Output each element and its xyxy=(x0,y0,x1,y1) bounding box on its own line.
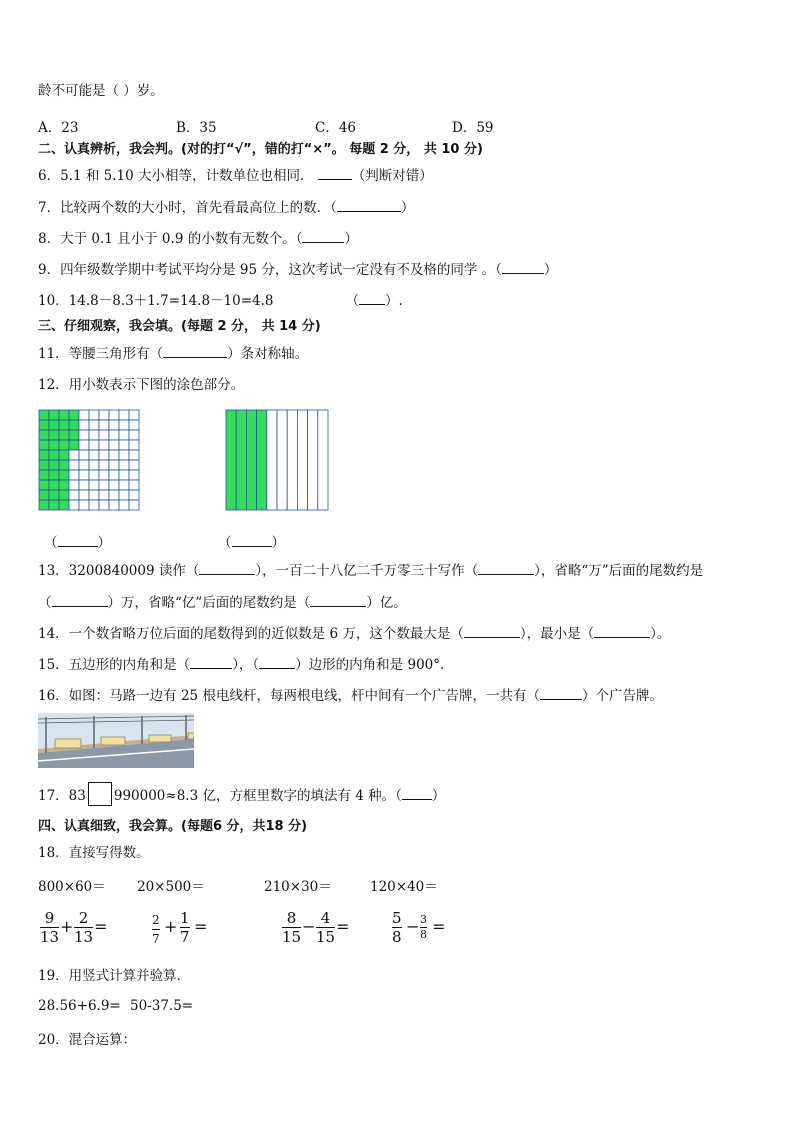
fraction: 9 13 xyxy=(40,909,60,946)
grid-cell xyxy=(109,410,119,420)
grid-cell xyxy=(99,440,109,450)
fraction: 2 7 xyxy=(152,913,160,946)
option-c: C．46 xyxy=(315,120,357,136)
grid-cell xyxy=(99,410,109,420)
grid-cell xyxy=(69,430,79,440)
grid-cell xyxy=(99,420,109,430)
grid-cell xyxy=(49,410,59,420)
answer-blank-grid-b: （ ） xyxy=(218,535,285,551)
grid-cell xyxy=(79,470,89,480)
fraction: 3 8 xyxy=(420,913,427,941)
grid-cell xyxy=(89,460,99,470)
strip-cell xyxy=(236,410,246,510)
operator: − xyxy=(406,917,420,936)
grid-cell xyxy=(119,460,129,470)
strip-cell xyxy=(277,410,287,510)
grid-cell xyxy=(59,440,69,450)
grid-cell xyxy=(69,450,79,460)
question-tail: 龄不可能是（ ）岁。 xyxy=(38,83,164,99)
grid-cell xyxy=(129,500,139,510)
grid-cell xyxy=(39,430,49,440)
strip-cell xyxy=(226,410,236,510)
section-4-title: 四、认真细致，我会算。(每题6 分，共18 分) xyxy=(38,819,308,834)
grid-cell xyxy=(119,470,129,480)
grid-cell xyxy=(49,420,59,430)
equals-sign: = xyxy=(194,917,208,936)
grid-cell xyxy=(69,500,79,510)
grid-cell xyxy=(109,490,119,500)
strip-cell xyxy=(246,410,256,510)
grid-cell xyxy=(119,450,129,460)
grid-cell xyxy=(119,480,129,490)
question-19: 19．用竖式计算并验算． xyxy=(38,968,191,984)
equals-sign: = xyxy=(432,917,446,936)
grid-cell xyxy=(59,450,69,460)
question-16: 16．如图：马路一边有 25 根电线杆，每两根电线，杆中间有一个广告牌，一共有（ ）个广告牌。 xyxy=(38,688,663,704)
calc-item: 800×60＝ xyxy=(38,879,106,895)
hundred-grid-figure xyxy=(38,409,140,511)
grid-cell xyxy=(39,480,49,490)
section-3-title: 三、仔细观察，我会填。(每题 2 分， 共 14 分) xyxy=(38,319,321,334)
grid-cell xyxy=(109,420,119,430)
question-12: 12．用小数表示下图的涂色部分。 xyxy=(38,377,245,393)
fraction: 5 8 xyxy=(392,909,402,946)
strip-cell xyxy=(297,410,307,510)
grid-cell xyxy=(69,480,79,490)
tenths-strip-figure xyxy=(225,409,329,511)
digit-box[interactable] xyxy=(88,782,112,806)
question-9: 9．四年级数学期中考试平均分是 95 分，这次考试一定没有不及格的同学 。（ ） xyxy=(38,262,558,278)
grid-cell xyxy=(69,470,79,480)
grid-cell xyxy=(39,450,49,460)
grid-cell xyxy=(49,450,59,460)
grid-cell xyxy=(39,460,49,470)
grid-cell xyxy=(49,500,59,510)
grid-cell xyxy=(79,490,89,500)
grid-cell xyxy=(109,460,119,470)
question-6: 6．5.1 和 5.10 大小相等，计数单位也相同． （判断对错） xyxy=(38,168,433,184)
grid-cell xyxy=(49,430,59,440)
fraction: 8 15 xyxy=(282,909,302,946)
operator: − xyxy=(302,917,316,936)
grid-cell xyxy=(119,500,129,510)
question-14: 14．一个数省略万位后面的尾数得到的近似数是 6 万，这个数最大是（ ），最小是（ ）。 xyxy=(38,626,671,642)
grid-cell xyxy=(49,460,59,470)
grid-cell xyxy=(129,480,139,490)
question-13-line1: 13．3200840009 读作（ ），一百二十八亿二千万零三十写作（ ），省略“万”后面的尾数约是 xyxy=(38,563,704,579)
grid-cell xyxy=(79,430,89,440)
grid-cell xyxy=(79,460,89,470)
grid-cell xyxy=(39,490,49,500)
calc-item: 50-37.5= xyxy=(130,998,194,1014)
grid-cell xyxy=(129,460,139,470)
grid-cell xyxy=(109,470,119,480)
grid-cell xyxy=(129,450,139,460)
grid-cell xyxy=(69,420,79,430)
grid-cell xyxy=(69,460,79,470)
grid-cell xyxy=(39,500,49,510)
grid-cell xyxy=(89,470,99,480)
option-a: A．23 xyxy=(38,120,79,136)
equals-sign: = xyxy=(94,917,108,936)
question-15: 15．五边形的内角和是（ ），（ ）边形的内角和是 900°. xyxy=(38,657,445,673)
operator: + xyxy=(164,917,178,936)
road-poles-illustration xyxy=(38,713,194,768)
grid-cell xyxy=(99,500,109,510)
grid-cell xyxy=(59,460,69,470)
grid-cell xyxy=(89,430,99,440)
grid-cell xyxy=(129,440,139,450)
operator: + xyxy=(60,917,74,936)
grid-cell xyxy=(89,500,99,510)
strip-cell xyxy=(287,410,297,510)
grid-cell xyxy=(79,410,89,420)
grid-cell xyxy=(129,430,139,440)
grid-cell xyxy=(39,440,49,450)
strip-cell xyxy=(267,410,277,510)
strip-cell xyxy=(257,410,267,510)
grid-cell xyxy=(59,430,69,440)
grid-cell xyxy=(39,470,49,480)
grid-cell xyxy=(129,470,139,480)
calc-item: 20×500＝ xyxy=(137,879,205,895)
grid-cell xyxy=(89,420,99,430)
grid-cell xyxy=(119,490,129,500)
grid-cell xyxy=(89,480,99,490)
grid-cell xyxy=(79,440,89,450)
fraction: 1 7 xyxy=(180,909,190,946)
grid-cell xyxy=(89,450,99,460)
grid-cell xyxy=(39,410,49,420)
grid-cell xyxy=(79,450,89,460)
question-13-line2: （ ）万，省略“亿”后面的尾数约是（ ）亿。 xyxy=(38,595,407,611)
grid-cell xyxy=(129,410,139,420)
grid-cell xyxy=(79,480,89,490)
grid-cell xyxy=(89,440,99,450)
answer-blank-grid-a: （ ） xyxy=(44,535,111,551)
grid-cell xyxy=(89,490,99,500)
grid-cell xyxy=(59,490,69,500)
grid-cell xyxy=(99,430,109,440)
grid-cell xyxy=(109,450,119,460)
grid-cell xyxy=(109,430,119,440)
calc-item: 120×40＝ xyxy=(370,879,438,895)
question-17: 17．83 990000≈8.3 亿，方框里数字的填法有 4 种。（ ） xyxy=(38,787,445,806)
calc-item: 210×30＝ xyxy=(264,879,332,895)
grid-cell xyxy=(99,460,109,470)
grid-cell xyxy=(49,490,59,500)
question-8: 8．大于 0.1 且小于 0.9 的小数有无数个。（ ） xyxy=(38,231,358,247)
question-20: 20．混合运算： xyxy=(38,1032,137,1048)
grid-cell xyxy=(59,410,69,420)
grid-cell xyxy=(119,440,129,450)
fraction: 2 13 xyxy=(74,909,94,946)
question-18: 18．直接写得数。 xyxy=(38,845,150,861)
grid-cell xyxy=(49,440,59,450)
grid-cell xyxy=(49,480,59,490)
grid-cell xyxy=(99,470,109,480)
fraction: 4 15 xyxy=(316,909,336,946)
grid-cell xyxy=(109,480,119,490)
option-b: B．35 xyxy=(176,120,217,136)
grid-cell xyxy=(99,490,109,500)
grid-cell xyxy=(109,440,119,450)
question-11: 11．等腰三角形有（ ）条对称轴。 xyxy=(38,346,309,362)
calc-item: 28.56+6.9= xyxy=(38,998,121,1014)
grid-cell xyxy=(109,500,119,510)
grid-cell xyxy=(99,480,109,490)
grid-cell xyxy=(59,420,69,430)
grid-cell xyxy=(69,440,79,450)
option-d: D．59 xyxy=(452,120,494,136)
strip-cell xyxy=(308,410,318,510)
grid-cell xyxy=(39,420,49,430)
section-2-title: 二、认真辨析，我会判。(对的打“√”，错的打“×”。 每题 2 分， 共 10 分) xyxy=(38,142,483,157)
grid-cell xyxy=(79,420,89,430)
grid-cell xyxy=(119,430,129,440)
question-10: 10．14.8－8.3＋1.7=14.8－10=4.8 （ ）. xyxy=(38,293,403,309)
grid-cell xyxy=(89,410,99,420)
strip-cell xyxy=(318,410,328,510)
grid-cell xyxy=(129,490,139,500)
grid-cell xyxy=(99,450,109,460)
grid-cell xyxy=(59,480,69,490)
question-7: 7．比较两个数的大小时，首先看最高位上的数．（ ） xyxy=(38,200,415,216)
grid-cell xyxy=(69,410,79,420)
grid-cell xyxy=(59,500,69,510)
equals-sign: = xyxy=(336,917,350,936)
grid-cell xyxy=(119,410,129,420)
grid-cell xyxy=(49,470,59,480)
grid-cell xyxy=(129,420,139,430)
grid-cell xyxy=(59,470,69,480)
grid-cell xyxy=(69,490,79,500)
grid-cell xyxy=(79,500,89,510)
grid-cell xyxy=(119,420,129,430)
